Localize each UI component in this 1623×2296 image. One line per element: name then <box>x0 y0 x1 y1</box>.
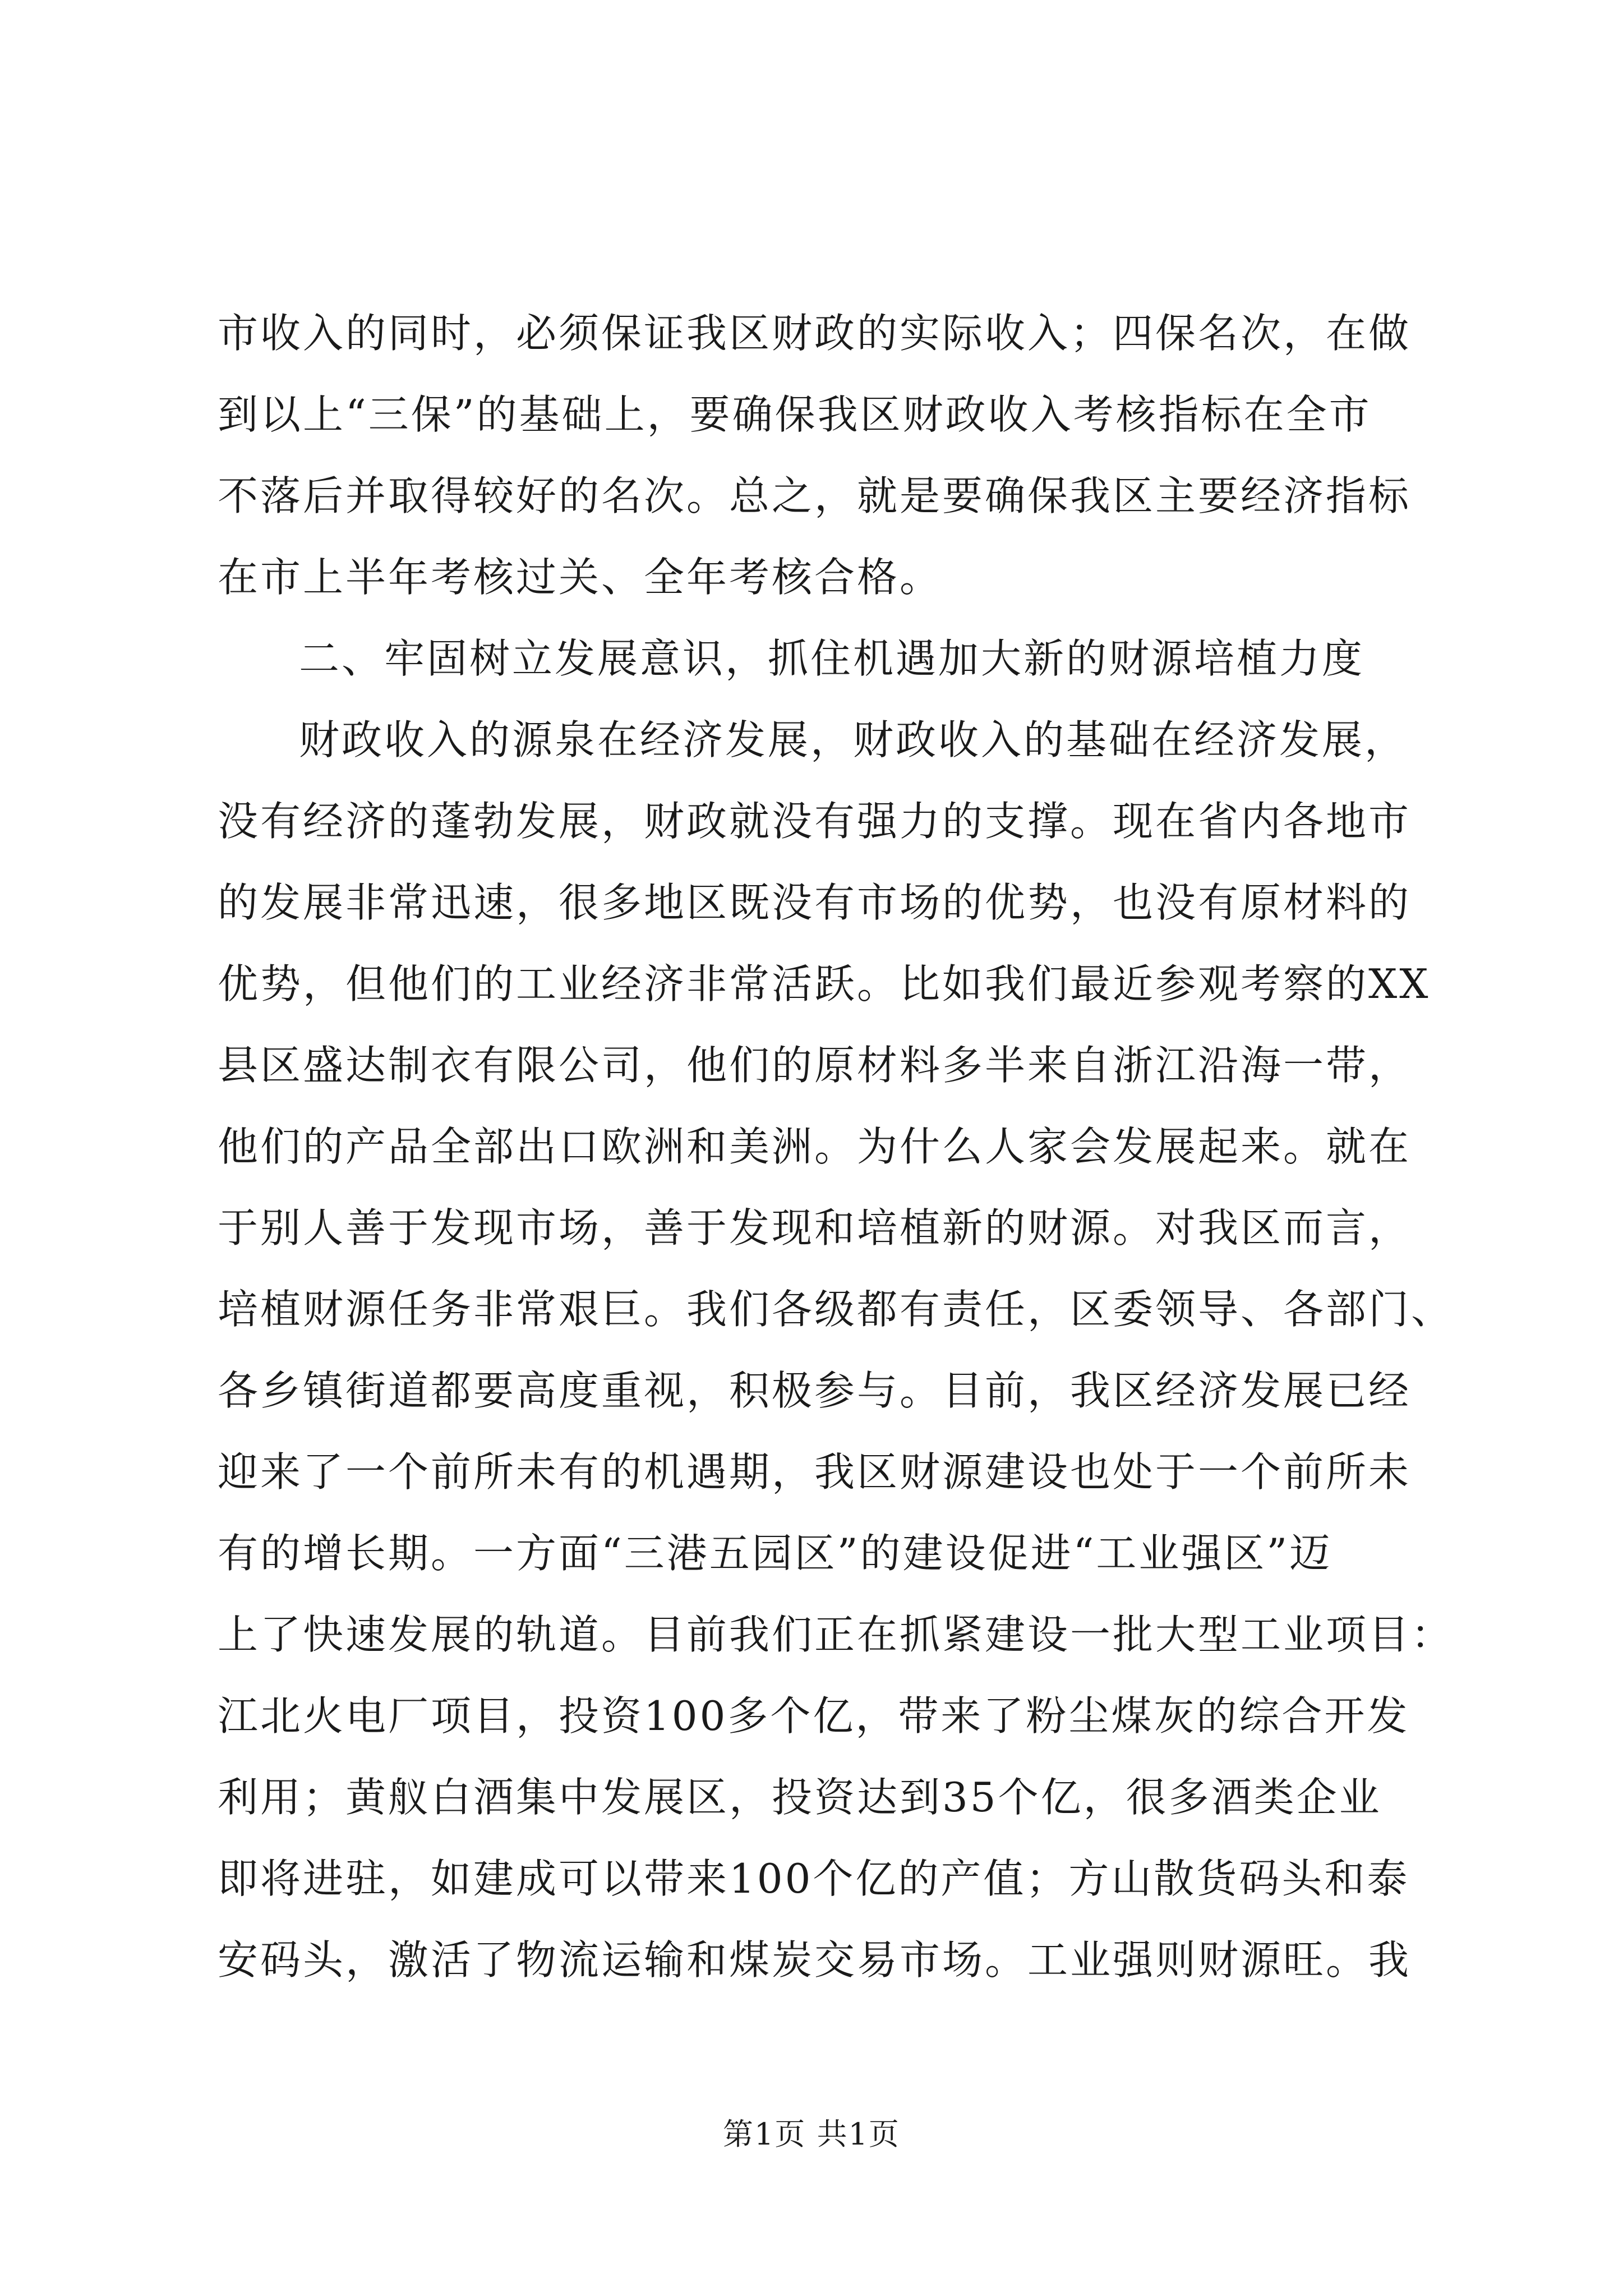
text-line: 培植财源任务非常艰巨。我们各级都有责任，区委领导、各部门、 <box>218 1286 1454 1333</box>
text-line: 到以上“三保”的基础上，要确保我区财政收入考核指标在全市 <box>218 391 1372 438</box>
text-line: 上了快速发展的轨道。目前我们正在抓紧建设一批大型工业项目： <box>218 1611 1454 1658</box>
text-line: 利用；黄舣白酒集中发展区，投资达到35个亿，很多酒类企业 <box>218 1774 1382 1821</box>
text-line: 即将进驻，如建成可以带来100个亿的产值；方山散货码头和泰 <box>218 1855 1410 1902</box>
text-line: 在市上半年考核过关、全年考核合格。 <box>218 554 943 601</box>
text-line: 江北火电厂项目，投资100多个亿，带来了粉尘煤灰的综合开发 <box>218 1692 1410 1740</box>
text-line: 迎来了一个前所未有的机遇期，我区财源建设也处于一个前所未 <box>218 1448 1412 1496</box>
text-line: 市收入的同时，必须保证我区财政的实际收入；四保名次，在做 <box>218 310 1412 357</box>
text-line: 各乡镇街道都要高度重视，积极参与。目前，我区经济发展已经 <box>218 1367 1412 1414</box>
text-line: 有的增长期。一方面“三港五园区”的建设促进“工业强区”迈 <box>218 1530 1332 1577</box>
page-footer: 第1页 共1页 <box>723 2116 900 2152</box>
text-line: 县区盛达制衣有限公司，他们的原材料多半来自浙江沿海一带， <box>218 1042 1412 1089</box>
text-line: 安码头，激活了物流运输和煤炭交易市场。工业强则财源旺。我 <box>218 1936 1412 1984</box>
text-line: 财政收入的源泉在经济发展，财政收入的基础在经济发展， <box>299 716 1408 763</box>
text-line: 优势，但他们的工业经济非常活跃。比如我们最近参观考察的XX <box>218 960 1431 1007</box>
text-line: 不落后并取得较好的名次。总之，就是要确保我区主要经济指标 <box>218 472 1412 519</box>
text-line: 的发展非常迅速，很多地区既没有市场的优势，也没有原材料的 <box>218 879 1412 926</box>
text-line: 没有经济的蓬勃发展，财政就没有强力的支撑。现在省内各地市 <box>218 798 1412 845</box>
text-line: 他们的产品全部出口欧洲和美洲。为什么人家会发展起来。就在 <box>218 1123 1412 1170</box>
text-line: 于别人善于发现市场，善于发现和培植新的财源。对我区而言， <box>218 1204 1412 1251</box>
section-heading: 二、牢固树立发展意识，抓住机遇加大新的财源培植力度 <box>299 635 1365 682</box>
